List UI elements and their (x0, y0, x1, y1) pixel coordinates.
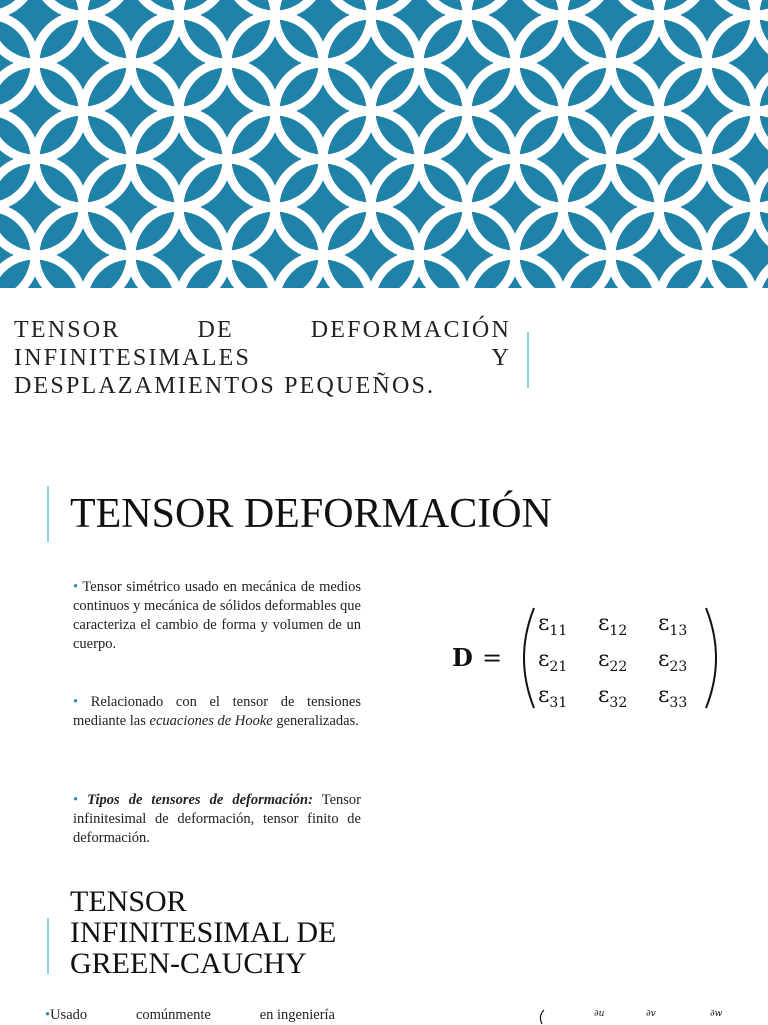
green-cauchy-equation-partial (534, 1004, 734, 1024)
matrix-cell-23: $\varepsilon_{23}$ (658, 647, 688, 675)
equation-lhs: D (452, 643, 473, 672)
pattern-banner (0, 0, 768, 288)
title-line-1: TENSOR DE DEFORMACIÓN (14, 317, 511, 343)
bullet-3-colon: : (308, 792, 313, 808)
section1-accent-line (47, 486, 49, 542)
bullet-4-word-2: comúnmente (135, 1007, 211, 1023)
bullet-dot: • (73, 694, 79, 710)
bullet-dot: • (73, 792, 79, 808)
matrix-cell-31: $\varepsilon_{31}$ (538, 683, 568, 711)
section2-accent-line (47, 918, 49, 974)
matrix-cell-33: $\varepsilon_{33}$ (658, 683, 688, 711)
bullet-2 (73, 693, 361, 731)
bullet-dot: • (73, 579, 79, 595)
matrix-cell-13: $\varepsilon_{13}$ (658, 611, 688, 639)
matrix-cell-11: $\varepsilon_{11}$ (538, 611, 568, 639)
matrix-cell-32: $\varepsilon_{32}$ (598, 683, 628, 711)
bullet-4-word-1: Usado (50, 1007, 88, 1023)
brace-fragment (540, 1010, 544, 1024)
right-paren (706, 608, 716, 708)
bullet-2-emphasis: ecuaciones de Hooke (149, 713, 273, 729)
bullet-3-text: Tensor infinitesimal de deformación, tensor finito de deformación. (73, 792, 361, 846)
bullet-4 (45, 1006, 335, 1025)
partial-v: ∂v (646, 1009, 656, 1019)
matrix-cell-21: $\varepsilon_{21}$ (538, 647, 568, 675)
title-line-2: INFINITESIMALES Y (14, 345, 511, 371)
bullet-1-text: Tensor simétrico usado en mecánica de medios continuos y mecánica de sólidos deformables que caracteriza el cambio de forma y volumen de un cuerpo. (73, 579, 362, 652)
bullet-1 (73, 578, 361, 654)
bullet-2-tail: generalizadas. (272, 713, 359, 729)
section1-heading: TENSOR DEFORMACIÓN (70, 491, 552, 537)
bullet-4-word-3: en ingeniería (259, 1007, 335, 1023)
bullet-dot: • (45, 1007, 51, 1023)
bullet-3-emphasis: Tipos de tensores de deformación (87, 792, 309, 808)
strain-tensor-equation (452, 602, 722, 714)
partial-w: ∂w (710, 1009, 723, 1019)
partial-u: ∂u (594, 1009, 605, 1019)
circle-pattern-graphic (0, 0, 768, 288)
slide-title (14, 316, 511, 400)
section2-heading: TENSOR INFINITESIMAL DE GREEN-CAUCHY (70, 885, 337, 980)
left-paren (524, 608, 534, 708)
title-accent-line (527, 332, 529, 388)
bullet-3 (73, 791, 361, 848)
matrix-cell-12: $\varepsilon_{12}$ (598, 611, 628, 639)
title-line-3: DESPLAZAMIENTOS PEQUEÑOS. (14, 373, 436, 399)
matrix-cell-22: $\varepsilon_{22}$ (598, 647, 628, 675)
equation-equals: = (482, 644, 503, 672)
bullet-2-text: Relacionado con el tensor de tensiones mediante las (73, 694, 362, 729)
